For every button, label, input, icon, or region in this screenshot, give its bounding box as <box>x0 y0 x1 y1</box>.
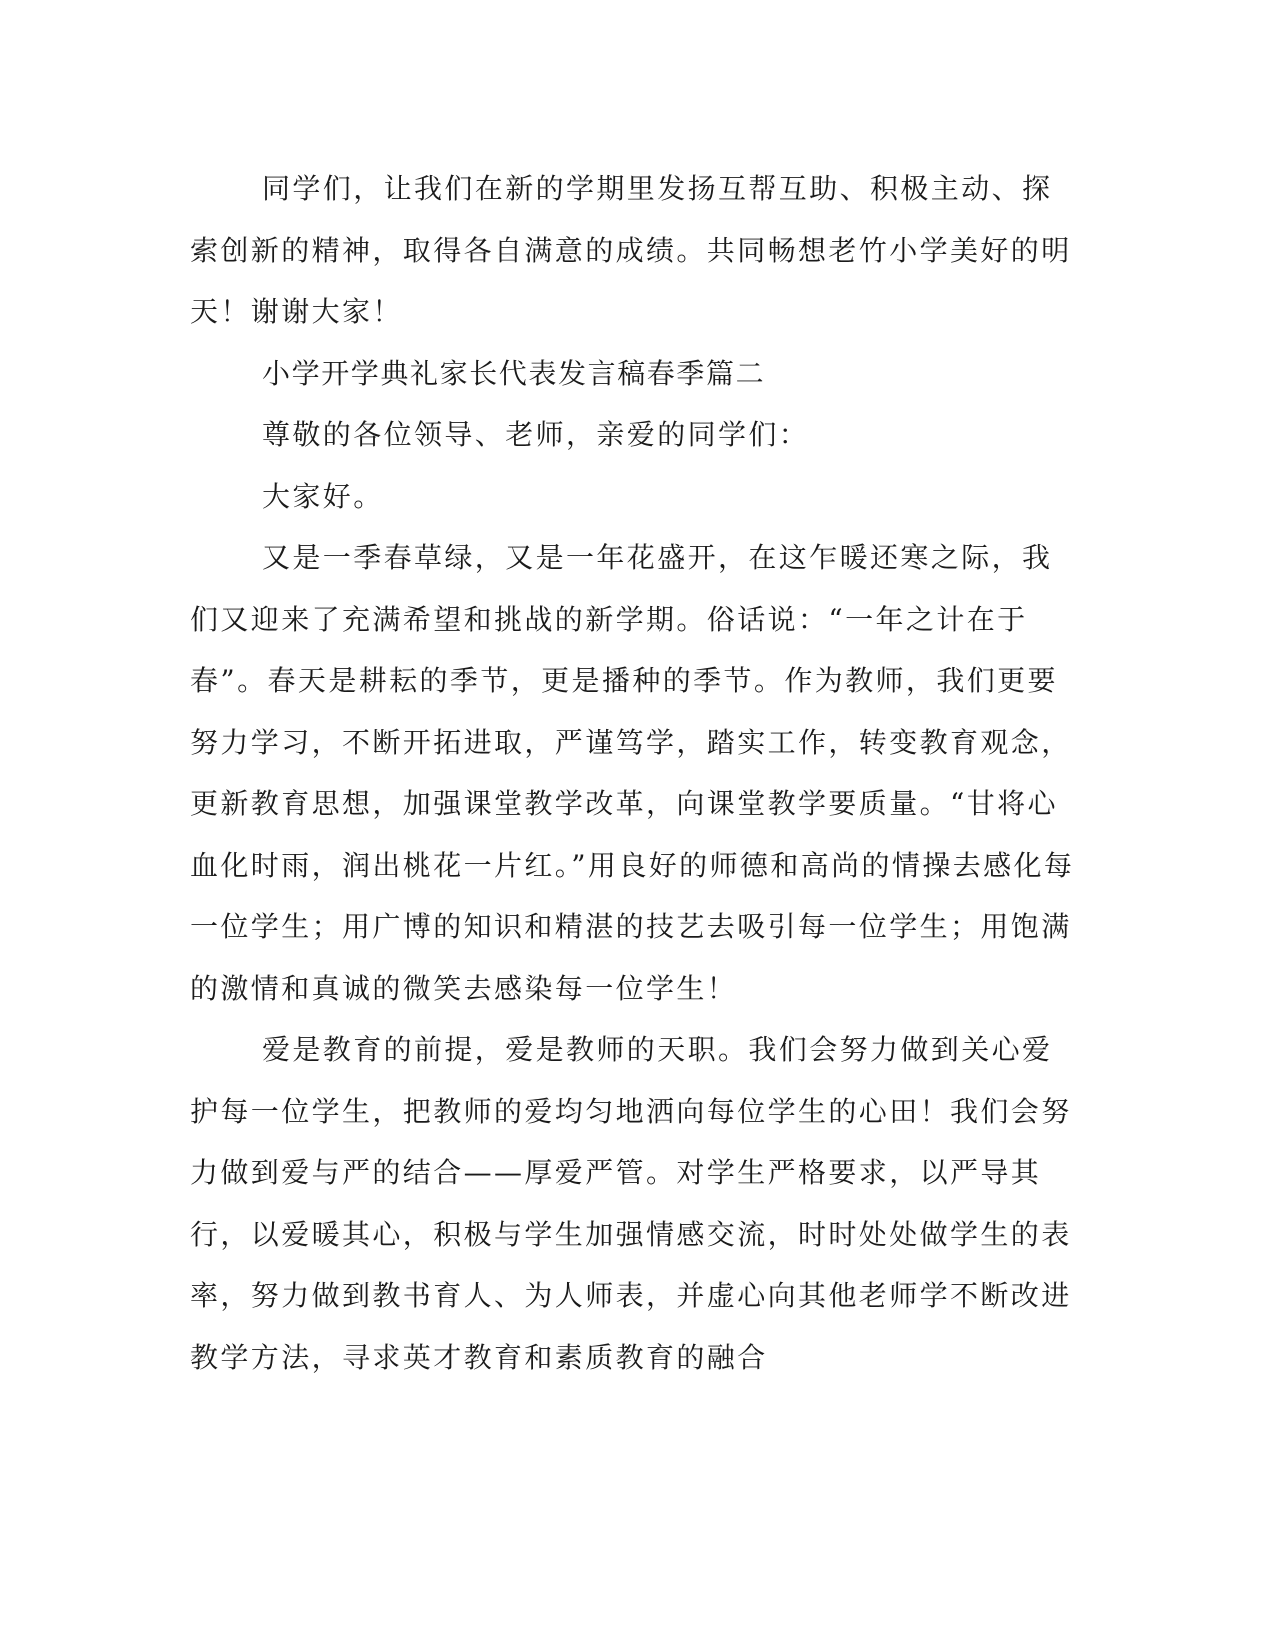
salutation: 尊敬的各位领导、老师，亲爱的同学们： <box>262 418 810 451</box>
document-body <box>190 158 1078 1388</box>
body-paragraph: 又是一季春草绿，又是一年花盛开，在这乍暖还寒之际，我们又迎来了充满希望和挑战的新学期。俗话说：“一年之计在于春”。春天是耕耘的季节，更是播种的季节。作为教师，我们更要努力学习，不断开拓进取，严谨笃学，踏实工作，转变教育观念，更新教育思想，加强课堂教学改革，向课堂教学要质量。“甘将心血化时雨，润出桃花一片红。”用良好的师德和高尚的情操去感化每一位学生；用广博的知识和精湛的技艺去吸引每一位学生；用饱满的激情和真诚的微笑去感染每一位学生！ <box>190 541 1075 1005</box>
closing-paragraph: 同学们，让我们在新的学期里发扬互帮互助、积极主动、探索创新的精神，取得各自满意的成绩。共同畅想老竹小学美好的明天！谢谢大家！ <box>190 172 1072 328</box>
section-title: 小学开学典礼家长代表发言稿春季篇二 <box>262 356 766 390</box>
body-paragraph: 爱是教育的前提，爱是教师的天职。我们会努力做到关心爱护每一位学生，把教师的爱均匀地洒向每位学生的心田！我们会努力做到爱与严的结合——厚爱严管。对学生严格要求，以严导其行，以爱暖其心，积极与学生加强情感交流，时时处处做学生的表率，努力做到教书育人、为人师表，并虚心向其他老师学不断改进教学方法，寻求英才教育和素质教育的融合 <box>190 1033 1072 1374</box>
greeting: 大家好。 <box>262 479 384 513</box>
